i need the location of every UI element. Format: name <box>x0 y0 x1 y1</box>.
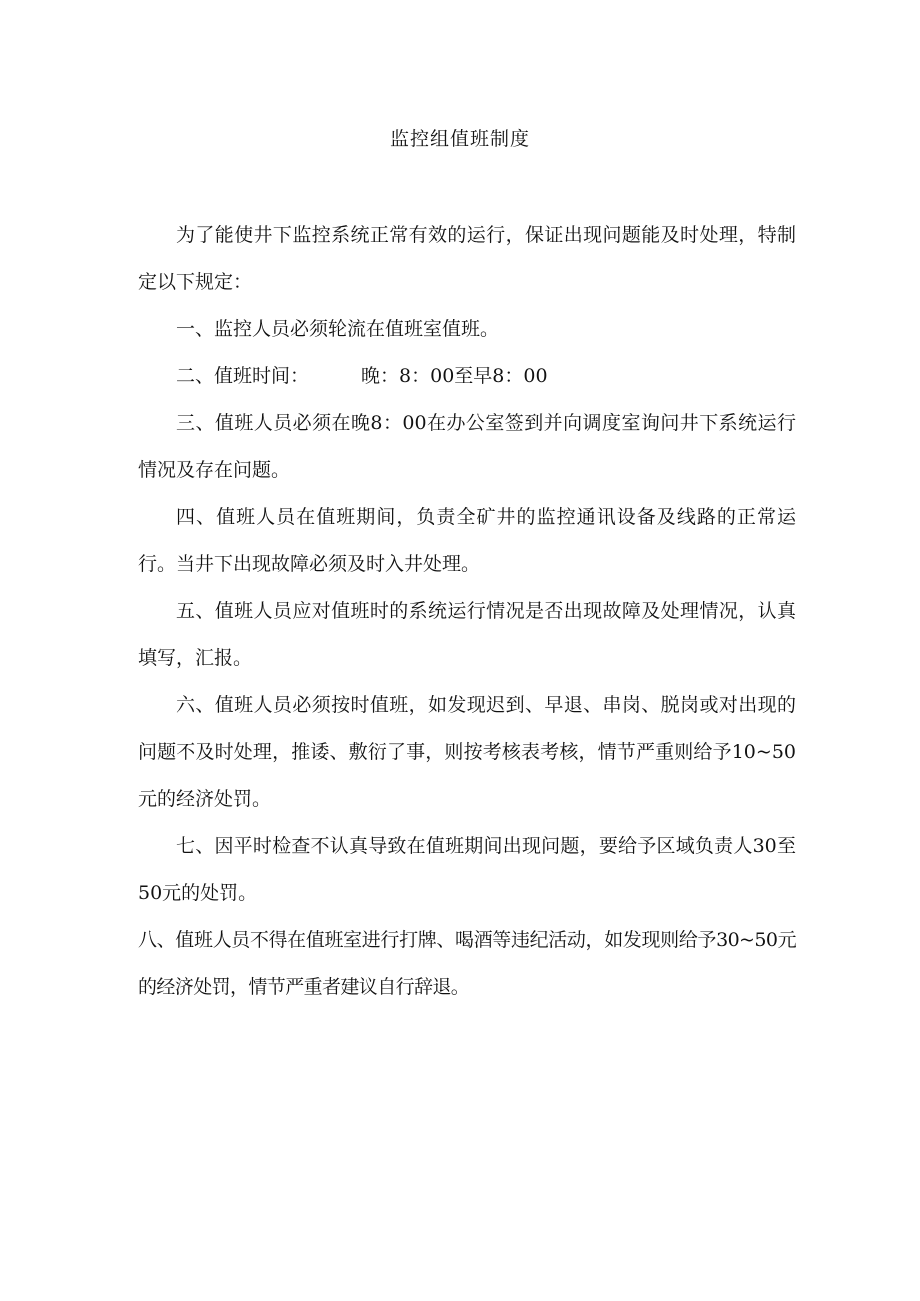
rule-7: 七、因平时检查不认真导致在值班期间出现问题，要给予区域负责人30至50元的处罚。 <box>138 835 796 904</box>
rule-4: 四、值班人员在值班期间，负责全矿井的监控通讯设备及线路的正常运行。当井下出现故障必须及时入井处理。 <box>138 506 796 575</box>
rule-2-label: 二、值班时间： <box>176 365 310 387</box>
rule-8: 八、值班人员不得在值班室进行打牌、喝酒等违纪活动，如发现则给予30~50元的经济处罚，情节严重者建议自行辞退。 <box>138 929 796 998</box>
rule-6: 六、值班人员必须按时值班，如发现迟到、早退、串岗、脱岗或对出现的问题不及时处理，推诿、敷衍了事，则按考核表考核，情节严重则给予10~50元的经济处罚。 <box>138 694 796 810</box>
intro-paragraph: 为了能使井下监控系统正常有效的运行，保证出现问题能及时处理，特制定以下规定： <box>138 224 796 293</box>
rule-1: 一、监控人员必须轮流在值班室值班。 <box>176 318 500 340</box>
rule-2 <box>138 353 796 400</box>
rule-3: 三、值班人员必须在晚8：00在办公室签到并向调度室询问井下系统运行情况及存在问题。 <box>138 412 796 481</box>
rule-5: 五、值班人员应对值班时的系统运行情况是否出现故障及处理情况，认真填写，汇报。 <box>138 600 796 669</box>
document-title: 监控组值班制度 <box>389 128 530 150</box>
document-body <box>138 212 796 1011</box>
rule-2-value: 晚：8：00至早8：00 <box>361 365 548 387</box>
